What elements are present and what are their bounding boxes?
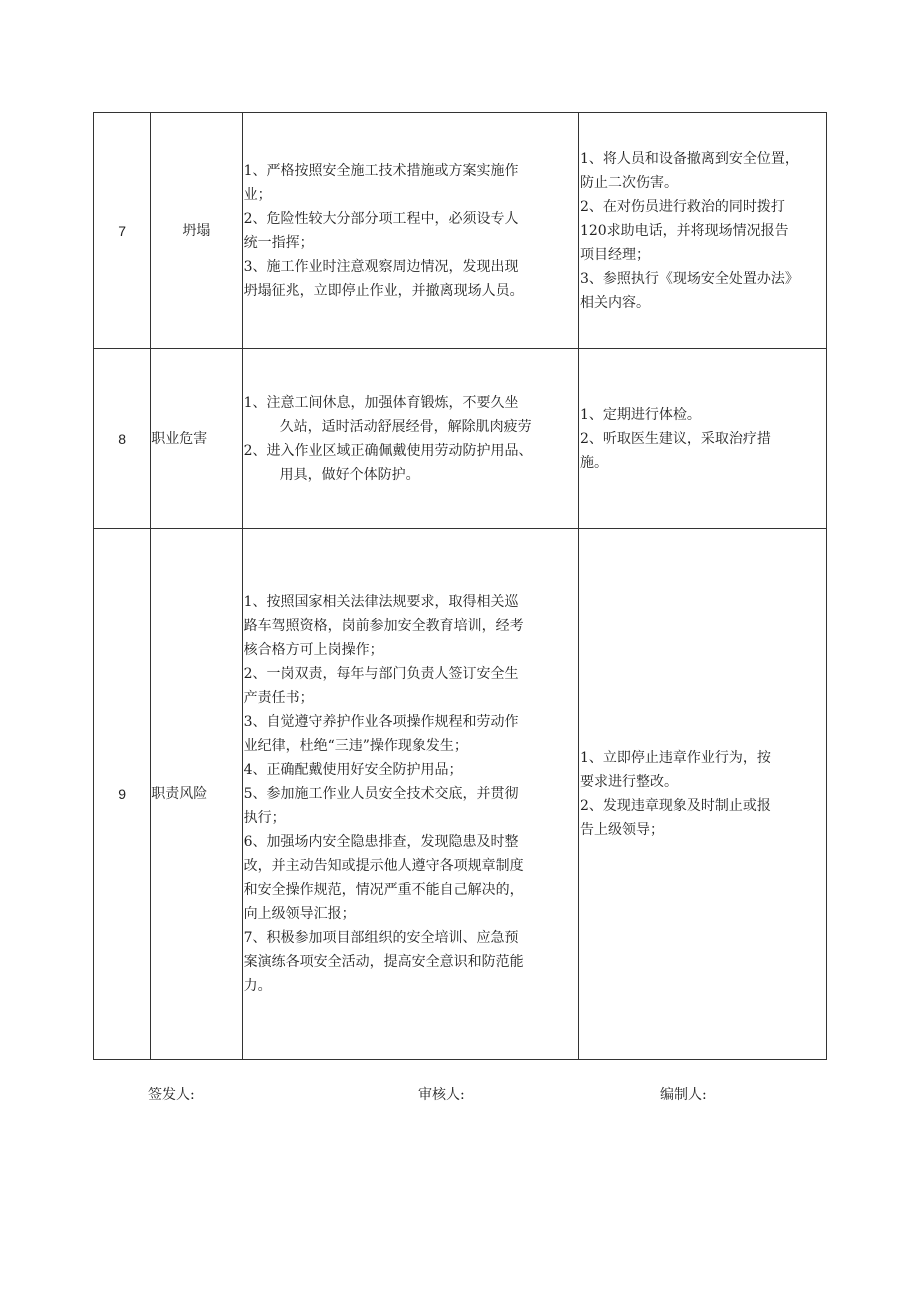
measure-line: 用具，做好个体防护。: [279, 466, 420, 483]
prevention-measures: [242, 349, 578, 529]
table-row: [94, 113, 827, 349]
measure-line: 5、参加施工作业人员安全技术交底，并贯彻: [243, 786, 519, 802]
measure-line: 力。: [243, 978, 272, 994]
measure-line: 业；: [243, 186, 272, 203]
measure-line: 统一指挥；: [243, 234, 314, 251]
emergency-actions: [578, 529, 826, 1060]
action-line: 施。: [579, 454, 608, 471]
row-number: 7: [94, 113, 151, 349]
measure-line: 路车驾照资格，岗前参加安全教育培训，经考: [243, 618, 524, 634]
measure-line: 久站，适时活动舒展经骨，解除肌肉疲劳: [279, 418, 532, 435]
action-line: 2、在对伤员进行救治的同时拨打: [579, 198, 785, 215]
measure-line: 改，并主动告知或提示他人遵守各项规章制度: [243, 858, 524, 874]
measure-line: 3、施工作业时注意观察周边情况，发现出现: [243, 258, 519, 275]
measure-line: 2、一岗双责，每年与部门负责人签订安全生: [243, 666, 519, 682]
action-line: 防止二次伤害。: [579, 174, 678, 191]
issuer-label: 签发人:: [148, 1087, 195, 1103]
risk-name: 职责风险: [151, 529, 242, 1060]
risk-name: 职业危害: [151, 349, 242, 529]
measure-line: 3、自觉遵守养护作业各项操作规程和劳动作: [243, 714, 519, 730]
reviewer-label: 审核人:: [418, 1087, 465, 1103]
risk-name: 坍塌: [151, 113, 242, 349]
action-line: 1、将人员和设备撤离到安全位置，: [579, 150, 799, 167]
measure-line: 核合格方可上岗操作；: [243, 642, 384, 658]
measure-line: 1、注意工间休息，加强体育锻炼，不要久坐: [243, 394, 519, 411]
measure-line: 6、加强场内安全隐患排查，发现隐患及时整: [243, 834, 519, 850]
action-line: 2、发现违章现象及时制止或报: [579, 798, 771, 814]
measure-line: 2、危险性较大分部分项工程中，必须设专人: [243, 210, 519, 227]
action-line: 2、听取医生建议，采取治疗措: [579, 430, 771, 447]
measure-line: 案演练各项安全活动，提高安全意识和防范能: [243, 954, 524, 970]
prevention-measures: [242, 529, 578, 1060]
action-line: 120求助电话，并将现场情况报告: [579, 222, 789, 239]
measure-line: 向上级领导汇报；: [243, 906, 356, 922]
signature-row: [0, 1084, 920, 1108]
measure-line: 4、正确配戴使用好安全防护用品；: [243, 762, 463, 778]
action-line: 3、参照执行《现场安全处置办法》: [579, 270, 799, 287]
table-row: [94, 349, 827, 529]
measure-line: 产责任书；: [243, 690, 314, 706]
measure-line: 7、积极参加项目部组织的安全培训、应急预: [243, 930, 519, 946]
action-line: 相关内容。: [579, 294, 650, 311]
row-number: 9: [94, 529, 151, 1060]
action-line: 1、立即停止违章作业行为，按: [579, 750, 771, 766]
row-number: 8: [94, 349, 151, 529]
emergency-actions: [578, 349, 826, 529]
measure-line: 1、按照国家相关法律法规要求，取得相关巡: [243, 594, 519, 610]
measure-line: 执行；: [243, 810, 286, 826]
prevention-measures: [242, 113, 578, 349]
measure-line: 业纪律，杜绝“三违”操作现象发生；: [243, 738, 468, 754]
measure-line: 2、进入作业区域正确佩戴使用劳动防护用品、: [243, 442, 533, 459]
risk-control-table: [93, 112, 827, 1060]
action-line: 告上级领导；: [579, 822, 664, 838]
compiler-label: 编制人:: [660, 1087, 707, 1103]
measure-line: 坍塌征兆，立即停止作业，并撤离现场人员。: [243, 282, 524, 299]
table-row: [94, 529, 827, 1060]
measure-line: 和安全操作规范，情况严重不能自己解决的，: [243, 882, 524, 898]
action-line: 项目经理；: [579, 246, 650, 263]
action-line: 要求进行整改。: [579, 774, 678, 790]
emergency-actions: [578, 113, 826, 349]
action-line: 1、定期进行体检。: [579, 406, 701, 423]
measure-line: 1、严格按照安全施工技术措施或方案实施作: [243, 162, 519, 179]
